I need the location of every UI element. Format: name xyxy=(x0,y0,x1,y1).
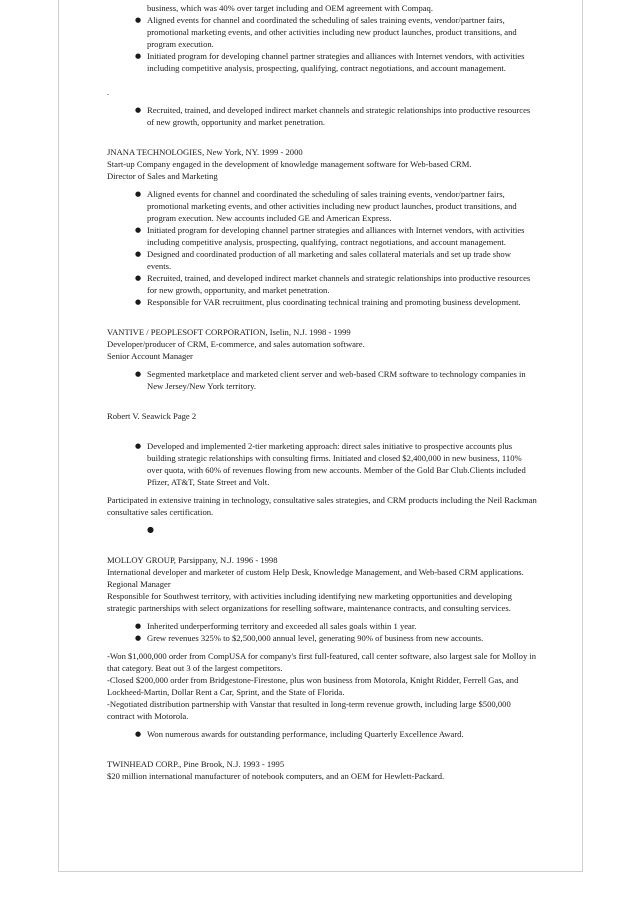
job-bullet-list xyxy=(107,620,537,644)
list-item: ● Aligned events for channel and coordinated the scheduling of sales training events, vendor/partner fairs, promotional marketing events, and other activities including new product launches, product transitions, and program execution. New accounts included GE and American Express. xyxy=(107,188,537,224)
job-title: Regional Manager xyxy=(107,579,171,589)
job-jnana xyxy=(107,146,537,308)
resume-page xyxy=(107,2,537,782)
win-line: -Closed $200,000 order from Bridgestone-Firestone, plus won business from Motorola, Knight Ridder, Ferrell Gas, and Lockheed-Martin, Dollar Rent a Car, Sprint, and the State of Florida. xyxy=(107,675,519,697)
job-title: Director of Sales and Marketing xyxy=(107,171,218,181)
list-item: ● Responsible for VAR recruitment, plus coordinating technical training and promoting business development. xyxy=(107,296,537,308)
job-title: Senior Account Manager xyxy=(107,351,193,361)
training-paragraph: Participated in extensive training in technology, consultative sales strategies, and CRM products including the Neil Rackman consultative sales certification. xyxy=(107,495,537,517)
list-item: ● Grew revenues 325% to $2,500,000 annual level, generating 90% of business from new accounts. xyxy=(107,632,537,644)
win-line: -Negotiated distribution partnership with Vanstar that resulted in long-term revenue growth, including large $500,000 contract with Motorola. xyxy=(107,699,511,721)
list-item: ● Developed and implemented 2-tier marketing approach: direct sales initiative to prospective accounts plus building strategic relationships with consulting firms. Initiated and closed $2,400,000 in new business, 110% over quota, with 60% of revenues flowing from new accounts. Member of the Gold Bar Club.Clients included Pfizer, AT&T, State Street and Volt. xyxy=(107,440,537,488)
job-vantive xyxy=(107,326,537,392)
list-item: ● Designed and coordinated production of all marketing and sales collateral materials and set up trade show events. xyxy=(107,248,537,272)
list-item: ● Initiated program for developing channel partner strategies and alliances with Internet vendors, with activities including competitive analysis, prospecting, qualifying, contract negotiations, and account management. xyxy=(107,50,537,74)
job-description: $20 million international manufacturer of notebook computers, and an OEM for Hewlett-Packard. xyxy=(107,771,445,781)
page-border-left xyxy=(58,0,59,872)
intro-bullet-list xyxy=(107,14,537,74)
page-border-right xyxy=(582,0,583,872)
job-header: VANTIVE / PEOPLESOFT CORPORATION, Iselin, N.J. 1998 - 1999 xyxy=(107,327,351,337)
job-bullet-list xyxy=(107,368,537,392)
list-item: ● Aligned events for channel and coordinated the scheduling of sales training events, vendor/partner fairs, promotional marketing events, and other activities including new product launches, product transitions, and program execution. xyxy=(107,14,537,50)
recruit-bullet-list xyxy=(107,104,537,128)
page-border-bottom xyxy=(58,871,583,872)
list-item: ● Segmented marketplace and marketed client server and web-based CRM software to technology companies in New Jersey/New York territory. xyxy=(107,368,537,392)
job-molloy xyxy=(107,554,537,740)
job-description: International developer and marketer of custom Help Desk, Knowledge Management, and Web-based CRM applications. xyxy=(107,567,524,577)
list-item: ● Inherited underperforming territory and exceeded all sales goals within 1 year. xyxy=(107,620,537,632)
page-label: Robert V. Seawick Page 2 xyxy=(107,411,197,421)
stray-dot: . xyxy=(107,87,110,97)
list-item: ● Won numerous awards for outstanding performance, including Quarterly Excellence Award. xyxy=(107,728,537,740)
empty-bullet: ● xyxy=(147,525,154,534)
list-item: ● Recruited, trained, and developed indirect market channels and strategic relationships into productive resources of new growth, opportunity and market penetration. xyxy=(107,104,537,128)
job-header: TWINHEAD CORP., Pine Brook, N.J. 1993 - 1995 xyxy=(107,759,285,769)
award-bullet-list xyxy=(107,728,537,740)
job-header: MOLLOY GROUP, Parsippany, N.J. 1996 - 1998 xyxy=(107,555,278,565)
job-responsibility: Responsible for Southwest territory, with activities including identifying new marketing opportunities and developing strategic partnerships with select organizations for reselling software, maintenance contracts, and consulting services. xyxy=(107,591,512,613)
job-description: Start-up Company engaged in the development of knowledge management software for Web-based CRM. xyxy=(107,159,472,169)
job-bullet-list xyxy=(107,188,537,308)
continued-bullet-text: business, which was 40% over target including and OEM agreement with Compaq. xyxy=(147,3,434,13)
list-item: ● Recruited, trained, and developed indirect market channels and strategic relationships into productive resources for new growth, opportunity, and market penetration. xyxy=(107,272,537,296)
job-header: JNANA TECHNOLOGIES, New York, NY. 1999 - 2000 xyxy=(107,147,303,157)
list-item: ● Initiated program for developing channel partner strategies and alliances with Internet vendors, with activities including competitive analysis, prospecting, qualifying, contract negotiations, and account management. xyxy=(107,224,537,248)
twotier-bullet-list xyxy=(107,440,537,488)
job-twinhead xyxy=(107,758,537,782)
win-line: -Won $1,000,000 order from CompUSA for company's first full-featured, call center software, also largest sale for Molloy in that category. Beat out 3 of the largest competitors. xyxy=(107,651,537,673)
job-description: Developer/producer of CRM, E-commerce, and sales automation software. xyxy=(107,339,365,349)
